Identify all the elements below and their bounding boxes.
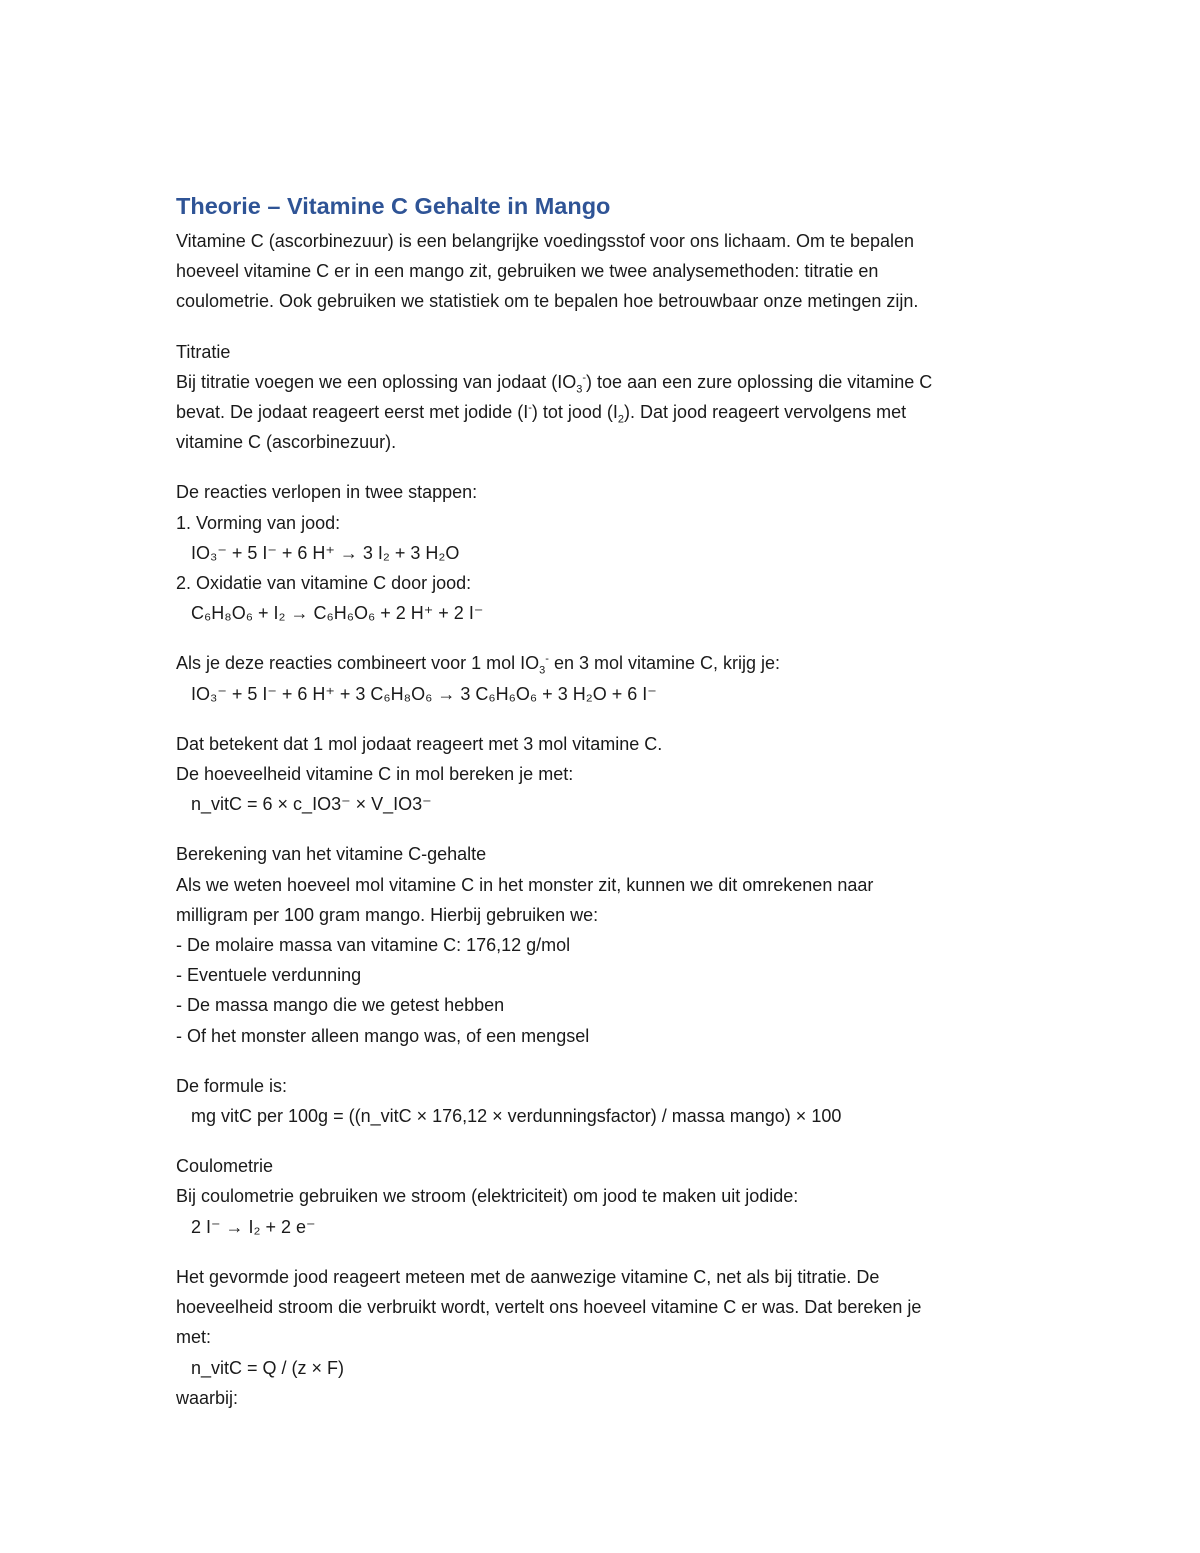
betekenis-line: De hoeveelheid vitamine C in mol bereken je met: (176, 764, 574, 785)
titratie-line: bevat. De jodaat reageert eerst met jodide (I-) tot jood $(I_2)$. Dat jood reageert vervolgens met (176, 402, 907, 426)
step-label: 2. Oxidatie van vitamine C door jood: (176, 573, 472, 594)
coulometrie-line: hoeveelheid stroom die verbruikt wordt, vertelt ons hoeveel vitamine C er was. Dat bereken je (176, 1297, 922, 1318)
titratie-line: Bij titratie voegen we een oplossing van jodaat $(IO_3^-)$ toe aan een zure oplossing die vitamine C (176, 371, 933, 396)
equation: IO₃⁻ + 5 I⁻ + 6 H⁺ → 3 I₂ + 3 H₂O (191, 542, 460, 563)
document-page (176, 190, 1036, 1413)
coulometrie-line: Het gevormde jood reageert meteen met de aanwezige vitamine C, net als bij titratie. De (176, 1266, 880, 1287)
section-heading-titratie: Titratie (176, 341, 231, 362)
section-heading-berekening: Berekening van het vitamine C-gehalte (176, 844, 487, 865)
coulometrie-line: met: (176, 1327, 212, 1348)
intro-line: coulometrie. Ook gebruiken we statistiek om te bepalen hoe betrouwbaar onze metingen zijn. (176, 291, 919, 312)
page-title: Theorie – Vitamine C Gehalte in Mango (176, 193, 611, 219)
formula: mg vitC per 100g = ((n_vitC × 176,12 × verdunningsfactor) / massa mango) × 100 (191, 1106, 842, 1127)
list-item: - Eventuele verdunning (176, 965, 362, 986)
step-label: 1. Vorming van jood: (176, 512, 341, 533)
list-item: - De massa mango die we getest hebben (176, 995, 505, 1016)
intro-line: hoeveel vitamine C er in een mango zit, gebruiken we twee analysemethoden: titratie en (176, 261, 879, 282)
berekening-line: milligram per 100 gram mango. Hierbij gebruiken we: (176, 904, 599, 925)
list-item: - Of het monster alleen mango was, of een mengsel (176, 1025, 590, 1046)
betekenis-line: Dat betekent dat 1 mol jodaat reageert met 3 mol vitamine C. (176, 733, 663, 754)
equation: 2 I⁻ → I₂ + 2 e⁻ (191, 1216, 316, 1237)
reacties-intro: De reacties verlopen in twee stappen: (176, 482, 478, 503)
section-heading-coulometrie: Coulometrie (176, 1156, 274, 1177)
formula: n_vitC = Q / (z × F) (191, 1357, 345, 1378)
coulometrie-line: Bij coulometrie gebruiken we stroom (elektriciteit) om jood te maken uit jodide: (176, 1186, 799, 1207)
titratie-line: vitamine C (ascorbinezuur). (176, 432, 397, 453)
equation: IO₃⁻ + 5 I⁻ + 6 H⁺ + 3 C₆H₈O₆ → 3 C₆H₆O₆ + 3 H₂O + 6 I⁻ (191, 683, 657, 704)
formule-intro: De formule is: (176, 1075, 288, 1096)
list-item: - De molaire massa van vitamine C: 176,12 g/mol (176, 935, 571, 956)
berekening-line: Als we weten hoeveel mol vitamine C in het monster zit, kunnen we dit omrekenen naar (176, 874, 874, 895)
intro-line: Vitamine C (ascorbinezuur) is een belangrijke voedingsstof voor ons lichaam. Om te bepalen (176, 231, 915, 251)
combinatie-line: Als je deze reacties combineert voor 1 mol $IO_3^-$ en 3 mol vitamine C, krijg je: (176, 653, 781, 678)
formula: n_vitC = 6 × c_IO3⁻ × V_IO3⁻ (191, 794, 432, 815)
waarbij-label: waarbij: (176, 1387, 239, 1408)
equation: C₆H₈O₆ + I₂ → C₆H₆O₆ + 2 H⁺ + 2 I⁻ (191, 603, 484, 624)
